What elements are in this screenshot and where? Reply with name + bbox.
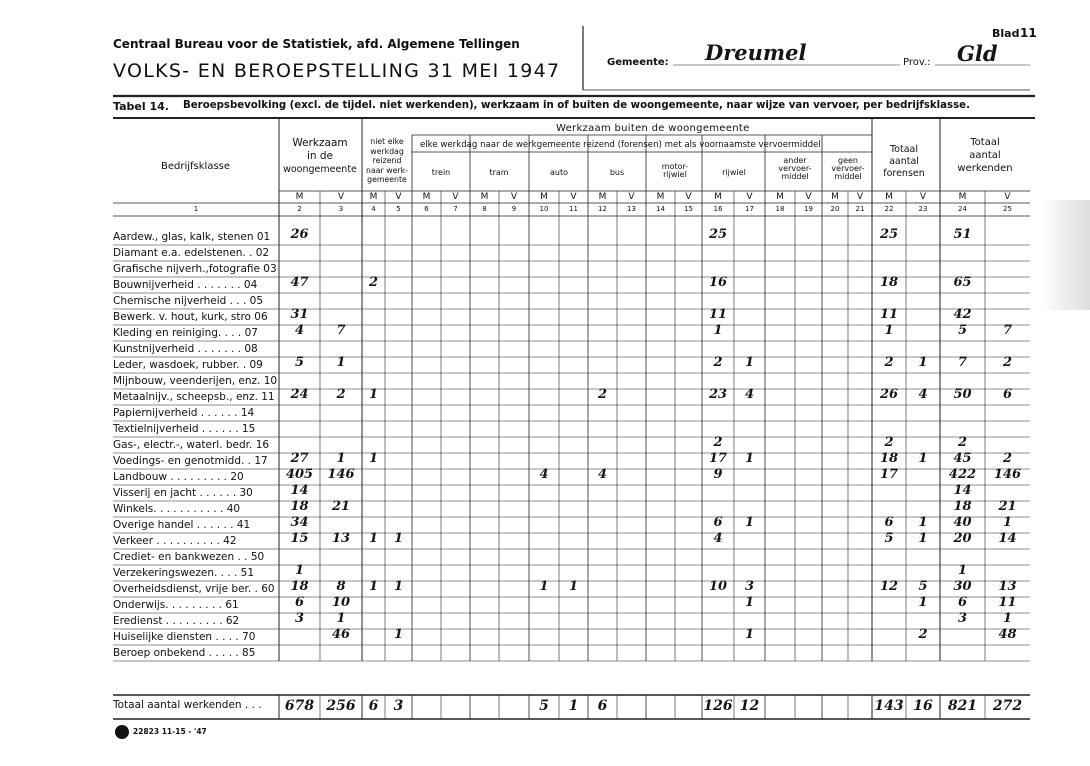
column-number: 10: [539, 205, 549, 213]
handwritten-value: 7: [957, 355, 968, 370]
table-title-label: Tabel 14.: [113, 100, 169, 113]
m-label: M: [831, 192, 839, 202]
mode-header-1: [412, 169, 470, 177]
m-label: M: [480, 192, 489, 202]
m-label: M: [369, 192, 378, 202]
mode-header-line: middel: [781, 172, 809, 181]
handwritten-value: 16: [708, 275, 728, 290]
column-number: 2: [297, 205, 302, 213]
row-label: Onderwijs. . . . . . . . . 61: [113, 599, 239, 611]
handwritten-value: 4: [918, 387, 928, 402]
handwritten-value: 4: [713, 531, 723, 546]
m-label: M: [540, 192, 548, 202]
m-label: M: [714, 192, 722, 202]
handwritten-value: 1: [368, 579, 379, 594]
m-label: M: [885, 192, 893, 202]
handwritten-value: 5: [294, 355, 305, 370]
column-number: 22: [884, 205, 894, 213]
handwritten-value: 1: [393, 579, 404, 594]
row-label: Overige handel . . . . . . 41: [113, 519, 251, 531]
mode-header-line: trein: [431, 168, 451, 177]
handwritten-value: 1: [744, 627, 755, 642]
handwritten-value: 4: [539, 467, 549, 482]
column-number: 13: [627, 205, 636, 213]
total-value: 3: [393, 698, 404, 714]
m-label: M: [598, 192, 607, 202]
blad-label: Blad: [992, 27, 1020, 40]
row-label: Mijnbouw, veenderijen, enz. 10: [113, 375, 278, 387]
row-label: Crediet- en bankwezen . . 50: [113, 551, 265, 563]
handwritten-value: 1: [918, 451, 928, 466]
mode-header-line: geen: [838, 156, 858, 165]
mode-header-line: vervoer-: [831, 164, 865, 173]
v-label: V: [395, 192, 402, 202]
mode-header-line: vervoer-: [778, 164, 812, 173]
total-value: 12: [739, 698, 760, 714]
handwritten-value: 1: [957, 563, 968, 578]
census-title: VOLKS- EN BEROEPSTELLING 31 MEI 1947: [113, 60, 561, 82]
handwritten-value: 5: [884, 531, 894, 546]
m-label: M: [422, 192, 431, 202]
v-label: V: [746, 192, 753, 202]
column-number: 8: [482, 205, 487, 213]
handwritten-value: 1: [744, 355, 755, 370]
handwritten-value: 23: [708, 387, 728, 402]
column-number: 14: [656, 205, 665, 213]
handwritten-value: 2: [884, 355, 894, 370]
handwritten-value: 3: [744, 579, 755, 594]
handwritten-value: 2: [884, 435, 894, 450]
m-label: M: [958, 192, 967, 202]
handwritten-value: 65: [953, 275, 972, 290]
handwritten-value: 2: [918, 627, 928, 642]
handwritten-value: 50: [953, 387, 972, 402]
gemeente-label: Gemeente:: [607, 57, 669, 68]
handwritten-value: 26: [879, 387, 899, 402]
handwritten-value: 2: [1002, 451, 1013, 466]
v-label: V: [919, 192, 927, 202]
handwritten-value: 1: [368, 531, 379, 546]
column-number: 6: [424, 205, 429, 213]
handwritten-value: 1: [393, 627, 404, 642]
prov-value: Gld: [957, 41, 998, 66]
handwritten-value: 2: [597, 387, 608, 402]
handwritten-value: 18: [879, 275, 899, 290]
handwritten-value: 27: [290, 451, 309, 466]
column-number: 24: [958, 205, 967, 213]
handwritten-value: 6: [294, 595, 305, 610]
handwritten-value: 17: [708, 451, 728, 466]
cbs-logo: [115, 725, 129, 739]
v-label: V: [452, 192, 459, 202]
handwritten-value: 1: [336, 355, 346, 370]
mode-header-line: bus: [609, 168, 625, 177]
handwritten-value: 1: [918, 355, 928, 370]
column-number: 4: [371, 205, 376, 213]
total-value: 821: [947, 698, 978, 714]
m-label: M: [295, 192, 304, 202]
handwritten-value: 11: [708, 307, 728, 322]
bureau-name: Centraal Bureau voor de Statistiek, afd. Algemene Tellingen: [113, 37, 520, 51]
handwritten-value: 45: [953, 451, 972, 466]
column-number: 18: [775, 205, 785, 213]
row-label: Winkels. . . . . . . . . . . 40: [113, 503, 241, 515]
handwritten-value: 1: [744, 515, 755, 530]
handwritten-value: 1: [336, 451, 346, 466]
row-label: Voedings- en genotmidd. . 17: [113, 455, 268, 467]
row-label: Eredienst . . . . . . . . . 62: [113, 615, 240, 627]
v-label: V: [805, 192, 812, 202]
handwritten-value: 1: [393, 531, 404, 546]
v-label: V: [628, 192, 635, 202]
column-number: 7: [453, 205, 458, 213]
mode-header-line: auto: [549, 168, 568, 177]
column-number: 20: [830, 205, 840, 213]
handwritten-value: 6: [884, 515, 894, 530]
v-label: V: [685, 192, 692, 202]
mode-header-line: rijwiel: [722, 168, 746, 177]
handwritten-value: 13: [331, 531, 351, 546]
v-label: V: [1004, 192, 1011, 202]
handwritten-value: 1: [568, 579, 579, 594]
handwritten-value: 1: [1002, 611, 1013, 626]
handwritten-value: 146: [327, 467, 355, 482]
handwritten-value: 34: [290, 515, 309, 530]
mode-header-line: middel: [834, 172, 862, 181]
column-number: 16: [713, 205, 723, 213]
handwritten-value: 46: [331, 627, 351, 642]
handwritten-value: 2: [957, 435, 968, 450]
handwritten-value: 11: [879, 307, 899, 322]
row-label: Grafische nijverh.,fotografie 03: [113, 263, 277, 275]
mode-header-2: [470, 169, 528, 177]
blad-number: 11: [1020, 26, 1037, 40]
handwritten-value: 30: [953, 579, 972, 594]
handwritten-value: 1: [294, 563, 305, 578]
table-title: Beroepsbevolking (excl. de tijdel. niet werkenden), werkzaam in of buiten de woongemeente, naar wijze van vervoer, per bedrijfsklasse.: [183, 100, 970, 111]
row-label: Aardew., glas, kalk, stenen 01: [113, 231, 271, 243]
total-value: 272: [992, 698, 1023, 714]
gemeente-value: Dreumel: [705, 40, 807, 65]
v-label: V: [570, 192, 577, 202]
column-number: 11: [569, 205, 578, 213]
mode-header-5: [646, 163, 704, 179]
scan-shadow: [1040, 200, 1090, 310]
mode-header-line: rijwiel: [663, 170, 687, 179]
handwritten-value: 25: [708, 227, 728, 242]
column-number: 5: [396, 205, 401, 213]
handwritten-value: 18: [290, 579, 309, 594]
column-number: 21: [855, 205, 865, 213]
handwritten-value: 12: [879, 579, 899, 594]
handwritten-value: 1: [744, 595, 755, 610]
handwritten-value: 1: [368, 451, 379, 466]
handwritten-value: 42: [953, 307, 972, 322]
handwritten-value: 15: [290, 531, 309, 546]
mode-header-line: tram: [489, 168, 509, 177]
total-row-label: Totaal aantal werkenden . . .: [113, 699, 262, 711]
row-label: Verzekeringswezen. . . . 51: [113, 567, 255, 579]
total-value: 6: [597, 698, 608, 714]
handwritten-value: 2: [368, 275, 379, 290]
werkzaam-in-woongemeente-header: Werkzaam in de woongemeente: [283, 137, 357, 175]
total-value: 6: [368, 698, 379, 714]
handwritten-value: 1: [1002, 515, 1013, 530]
total-value: 126: [703, 698, 733, 714]
mode-header-6: [705, 169, 763, 177]
handwritten-value: 26: [290, 227, 309, 242]
handwritten-value: 422: [948, 467, 977, 482]
total-value: 143: [874, 698, 904, 714]
total-value: 16: [913, 698, 933, 714]
elke-werkdag-header: elke werkdag naar de werkgemeente reizend (forensen) met als voornaamste vervoermiddel: [420, 140, 821, 150]
column-number: 23: [918, 205, 928, 213]
handwritten-value: 13: [998, 579, 1017, 594]
row-label: Textielnijverheid . . . . . . 15: [113, 423, 256, 435]
handwritten-value: 1: [918, 515, 928, 530]
row-label: Kunstnijverheid . . . . . . . 08: [113, 343, 258, 355]
handwritten-value: 31: [290, 307, 309, 322]
handwritten-value: 24: [290, 387, 309, 402]
handwritten-value: 18: [953, 499, 972, 514]
row-label: Huiselijke diensten . . . . 70: [113, 631, 256, 643]
row-label: Verkeer . . . . . . . . . . 42: [113, 535, 237, 547]
row-label: Papiernijverheid . . . . . . 14: [113, 407, 255, 419]
handwritten-value: 18: [290, 499, 309, 514]
handwritten-value: 5: [957, 323, 968, 338]
column-number: 15: [684, 205, 693, 213]
handwritten-value: 1: [368, 387, 379, 402]
mode-header-line: ander: [783, 156, 807, 165]
total-value: 5: [539, 698, 549, 714]
handwritten-value: 47: [290, 275, 309, 290]
handwritten-value: 7: [336, 323, 346, 338]
row-label: Gas-, electr.-, waterl. bedr. 16: [113, 439, 270, 451]
handwritten-value: 3: [294, 611, 305, 626]
v-label: V: [337, 192, 345, 202]
row-label: Visserij en jacht . . . . . . 30: [113, 487, 253, 499]
handwritten-value: 18: [879, 451, 899, 466]
mode-header-line: motor-: [661, 162, 689, 171]
print-code: 22823 11-15 - '47: [133, 727, 207, 736]
m-label: M: [776, 192, 784, 202]
total-value: 256: [326, 698, 356, 714]
handwritten-value: 7: [1002, 323, 1013, 338]
handwritten-value: 8: [336, 579, 346, 594]
column-number: 19: [804, 205, 813, 213]
handwritten-value: 1: [884, 323, 894, 338]
totaal-werkenden-header: Totaal aantal werkenden: [957, 137, 1013, 174]
werkzaam-buiten-header: Werkzaam buiten de woongemeente: [556, 123, 750, 134]
row-label: Bewerk. v. hout, kurk, stro 06: [113, 311, 268, 323]
v-label: V: [510, 192, 518, 202]
m-label: M: [656, 192, 665, 202]
handwritten-value: 10: [708, 579, 728, 594]
handwritten-value: 405: [285, 467, 314, 482]
row-label: Beroep onbekend . . . . . 85: [113, 647, 256, 659]
handwritten-value: 2: [336, 387, 346, 402]
column-number: 25: [1003, 205, 1012, 213]
row-label: Diamant e.a. edelstenen. . 02: [113, 247, 270, 259]
handwritten-value: 14: [290, 483, 309, 498]
totaal-forensen-header: Totaal aantal forensen: [883, 144, 925, 179]
bedrijfsklasse-header: Bedrijfsklasse: [161, 161, 231, 172]
handwritten-value: 1: [539, 579, 549, 594]
handwritten-value: 51: [953, 227, 972, 242]
handwritten-value: 1: [918, 595, 928, 610]
handwritten-value: 2: [713, 435, 723, 450]
handwritten-value: 2: [1002, 355, 1013, 370]
mode-header-8: [819, 157, 877, 181]
handwritten-value: 4: [744, 387, 755, 402]
mode-header-4: [588, 169, 646, 177]
handwritten-value: 4: [597, 467, 608, 482]
handwritten-value: 1: [336, 611, 346, 626]
handwritten-value: 14: [998, 531, 1017, 546]
handwritten-value: 21: [998, 499, 1017, 514]
handwritten-value: 21: [331, 499, 351, 514]
handwritten-value: 17: [879, 467, 899, 482]
column-number: 17: [745, 205, 754, 213]
handwritten-value: 10: [331, 595, 351, 610]
row-label: Chemische nijverheid . . . 05: [113, 295, 264, 307]
handwritten-value: 14: [953, 483, 972, 498]
handwritten-value: 6: [957, 595, 968, 610]
column-number: 3: [338, 205, 344, 213]
handwritten-value: 20: [953, 531, 972, 546]
handwritten-value: 5: [918, 579, 928, 594]
handwritten-value: 1: [744, 451, 755, 466]
row-label: Metaalnijv., scheepsb., enz. 11: [113, 391, 275, 403]
handwritten-value: 1: [713, 323, 723, 338]
niet-elke-werkdag-header: niet elke werkdag reizend naar werk- gemeente: [366, 137, 408, 185]
mode-header-3: [530, 169, 588, 177]
handwritten-value: 4: [294, 323, 305, 338]
total-value: 1: [568, 698, 579, 714]
handwritten-value: 6: [1002, 387, 1013, 402]
handwritten-value: 25: [879, 227, 899, 242]
handwritten-value: 3: [957, 611, 968, 626]
v-label: V: [856, 192, 864, 202]
column-number: 12: [598, 205, 607, 213]
row-label: Landbouw . . . . . . . . . 20: [113, 471, 244, 483]
handwritten-value: 146: [993, 467, 1022, 482]
handwritten-value: 1: [918, 531, 928, 546]
mode-header-7: [766, 157, 824, 181]
row-label: Leder, wasdoek, rubber. . 09: [113, 359, 263, 371]
row-label: Overheidsdienst, vrije ber. . 60: [113, 583, 275, 595]
row-label: Bouwnijverheid . . . . . . . 04: [113, 279, 258, 291]
prov-label: Prov.:: [903, 57, 931, 68]
handwritten-value: 11: [998, 595, 1017, 610]
column-number: 9: [511, 205, 517, 213]
row-label: Kleding en reiniging. . . . 07: [113, 327, 258, 339]
column-number: 1: [193, 205, 199, 213]
handwritten-value: 6: [713, 515, 723, 530]
handwritten-value: 9: [713, 467, 723, 482]
total-value: 678: [284, 698, 315, 714]
handwritten-value: 2: [713, 355, 723, 370]
handwritten-value: 48: [998, 627, 1017, 642]
handwritten-value: 40: [953, 515, 972, 530]
